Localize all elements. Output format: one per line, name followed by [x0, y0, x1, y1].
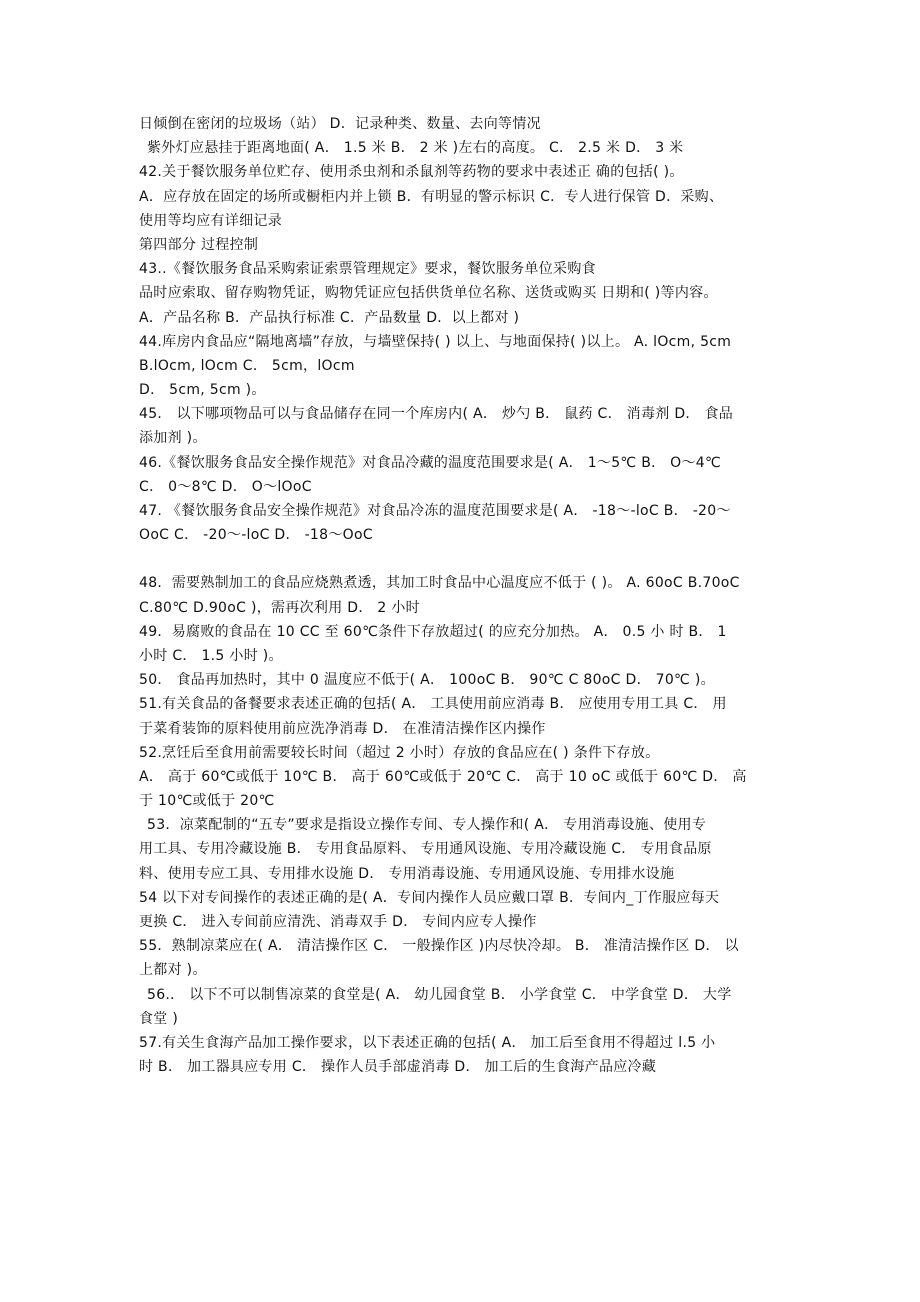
- text-line: 44.库房内食品应“隔地离墙”存放，与墙壁保持( ) 以上、与地面保持( )以上。 A. lOcm, 5cm: [139, 333, 732, 350]
- text-line: C． 0～8℃ D． O～lOoC: [139, 478, 312, 495]
- text-line: D． 5cm, 5cm )。: [139, 382, 266, 399]
- text-line: 紫外灯应悬挂于距离地面( A． 1.5 米 B． 2 米 )左右的高度。 C． 2.5 米 D． 3 米: [147, 140, 684, 157]
- text-line: 47. 《餐饮服务食品安全操作规范》对食品冷冻的温度范围要求是( A． -18～-loC B． -20～: [139, 503, 731, 519]
- text-line: 于菜肴装饰的原料使用前应洗净消毒 D． 在准清洁操作区内操作: [139, 720, 546, 737]
- text-line: 于 10℃或低于 20℃: [139, 793, 275, 810]
- text-line: 小时 C． 1.5 小时 )。: [139, 647, 283, 664]
- text-line: 51.有关食品的备餐要求表述正确的包括( A． 工具使用前应消毒 B． 应使用专用工具 C． 用: [139, 696, 727, 713]
- text-line: 添加剂 )。: [139, 430, 207, 447]
- text-line: OoC C． -20～-loC D． -18～OoC: [139, 527, 373, 544]
- text-line: A．应存放在固定的场所或橱柜内并上锁 B．有明显的警示标识 C．专人进行保管 D．采购、: [139, 188, 724, 205]
- blank-line: [139, 547, 784, 571]
- text-line: 54 以下对专间操作的表述正确的是( A．专间内操作人员应戴口罩 B．专间内_丁作服应每天: [139, 889, 720, 906]
- text-line: 日倾倒在密闭的垃圾场（站） D．记录种类、数量、去向等情况: [139, 116, 541, 132]
- text-line: 52.烹饪后至食用前需要较长时间（超过 2 小时）存放的食品应在( ) 条件下存放。: [139, 744, 660, 761]
- document-body: [139, 112, 784, 1079]
- text-line: 49．易腐败的食品在 10 CC 至 60℃条件下存放超过( 的应充分加热。 A． 0.5 小 时 B． 1: [139, 623, 727, 640]
- text-line: 使用等均应有详细记录: [139, 212, 282, 229]
- text-line: 上都对 )。: [139, 962, 207, 979]
- text-line: 用工具、专用冷藏设施 B． 专用食品原料、 专用通风设施、专用冷藏设施 C． 专用食品原: [139, 841, 712, 858]
- text-line: A． 高于 60℃或低于 10℃ B． 高于 60℃或低于 20℃ C． 高于 10 oC 或低于 60℃ D． 高: [139, 768, 747, 785]
- text-line: 53．凉菜配制的“五专”要求是指设立操作专间、专人操作和( A． 专用消毒设施、使用专: [147, 817, 707, 834]
- text-line: 42.关于餐饮服务单位贮存、使用杀虫剂和杀鼠剂等药物的要求中表述正 确的包括( )。: [139, 164, 684, 181]
- text-line: 更换 C． 进入专间前应清洗、消毒双手 D． 专间内应专人操作: [139, 914, 537, 930]
- text-line: 57.有关生食海产品加工操作要求，以下表述正确的包括( A． 加工后至食用不得超过 l.5 小: [139, 1034, 716, 1051]
- text-line: 48．需要熟制加工的食品应烧熟煮透，其加工时食品中心温度应不低于 ( )。 A. 60oC B.70oC: [139, 575, 740, 592]
- text-line: C.80℃ D.90oC )，需再次利用 D． 2 小时: [139, 599, 420, 616]
- text-line: 43..《餐饮服务食品采购索证索票管理规定》要求，餐饮服务单位采购食: [139, 261, 596, 278]
- text-line: 料、使用专应工具、专用排水设施 D． 专用消毒设施、专用通风设施、专用排水设施: [139, 865, 675, 882]
- text-line: B.lOcm, lOcm C． 5cm，lOcm: [139, 357, 355, 374]
- text-line: 55．熟制凉菜应在( A． 清洁操作区 C． 一般操作区 )内尽快冷却。 B． 准清洁操作区 D． 以: [139, 938, 739, 955]
- text-line: 食堂 ): [139, 1010, 179, 1027]
- text-line: 46.《餐饮服务食品安全操作规范》对食品冷藏的温度范围要求是( A． 1～5℃ B． O～4℃: [139, 454, 721, 471]
- text-line: 50． 食品再加热时，其中 0 温度应不低于( A． 100oC B． 90℃ C 80oC D． 70℃ )。: [139, 672, 715, 689]
- text-line: 时 B． 加工器具应专用 C． 操作人员手部虚消毒 D． 加工后的生食海产品应冷藏: [139, 1059, 657, 1076]
- text-line: A．产品名称 B．产品执行标准 C．产品数量 D．以上都对 ): [139, 309, 520, 326]
- text-line: 45． 以下哪项物品可以与食品储存在同一个库房内( A． 炒勺 B． 鼠药 C． 消毒剂 D． 食品: [139, 406, 734, 423]
- text-line: 56.． 以下不可以制售凉菜的食堂是( A． 幼儿园食堂 B． 小学食堂 C． 中学食堂 D． 大学: [147, 986, 732, 1003]
- section-heading: 第四部分 过程控制: [139, 236, 259, 253]
- text-line: 品时应索取、留存购物凭证，购物凭证应包括供货单位名称、送货或购买 日期和( )等内容。: [139, 285, 718, 302]
